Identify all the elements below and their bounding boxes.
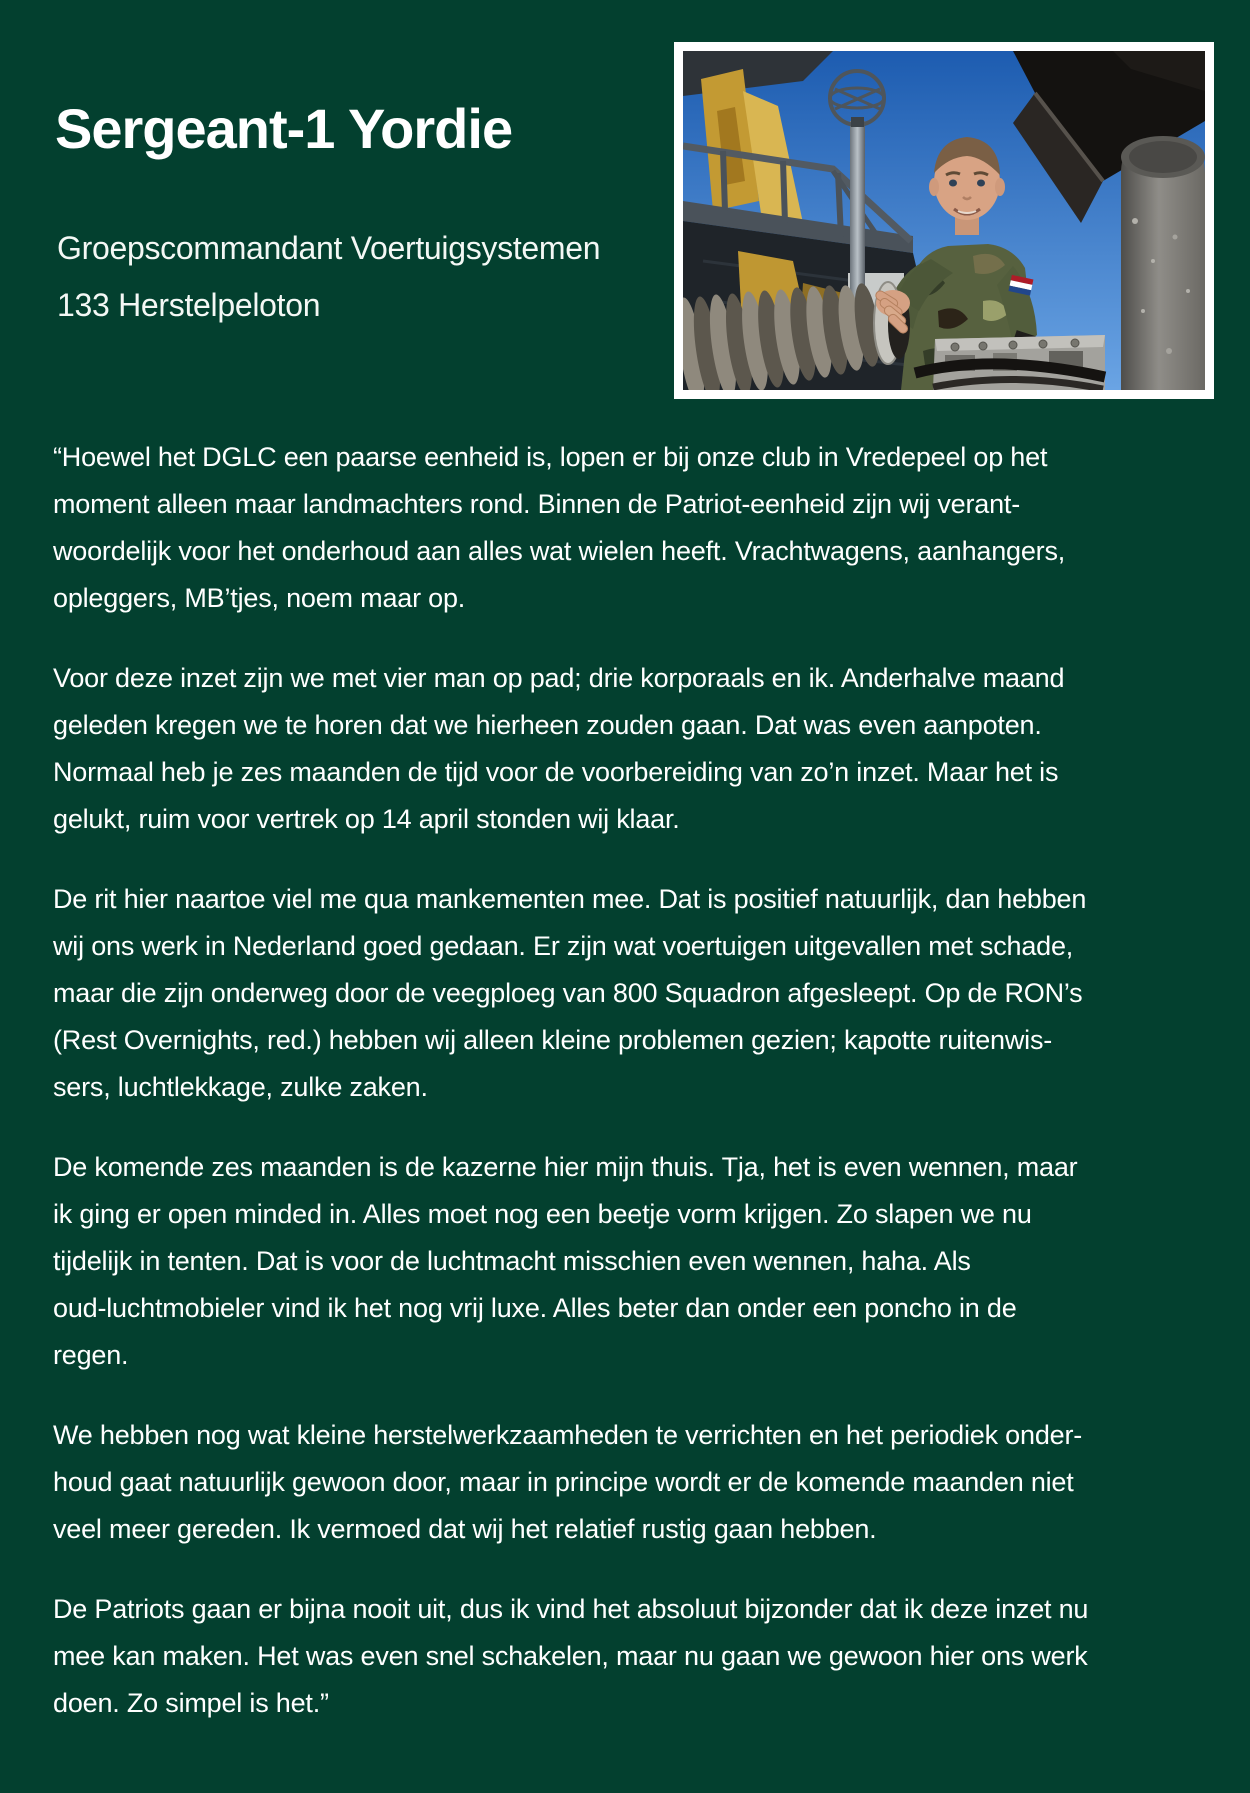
text-line: woordelijk voor het onderhoud aan alles wat wielen heeft. Vrachtwagens, aanhangers, (53, 536, 1066, 566)
text-line: We hebben nog wat kleine herstelwerkzaamheden te verrichten en het periodiek onder- (53, 1420, 1083, 1450)
paragraph (53, 655, 1215, 843)
text-line: doen. Zo simpel is het.” (53, 1688, 329, 1718)
soldier-photo-frame (674, 42, 1214, 399)
text-line: ik ging er open minded in. Alles moet nog een beetje vorm krijgen. Zo slapen we nu (53, 1199, 1032, 1229)
text-line: wij ons werk in Nederland goed gedaan. Er zijn wat voertuigen uitgevallen met schade, (53, 931, 1074, 961)
text-line: De rit hier naartoe viel me qua mankementen mee. Dat is positief natuurlijk, dan hebben (53, 884, 1087, 914)
engine-block (915, 335, 1105, 390)
text-line: opleggers, MB’tjes, noem maar op. (53, 583, 466, 613)
paragraph (53, 434, 1215, 622)
text-line: houd gaat natuurlijk gewoon door, maar in principe wordt er de komende maanden niet (53, 1467, 1074, 1497)
text-line: oud-luchtmobieler vind ik het nog vrij luxe. Alles beter dan onder een poncho in de (53, 1293, 1017, 1323)
article-body (53, 434, 1215, 1760)
text-line: sers, luchtlekkage, zulke zaken. (53, 1072, 428, 1102)
text-line: veel meer gereden. Ik vermoed dat wij het relatief rustig gaan hebben. (53, 1514, 877, 1544)
metal-cylinder (1121, 136, 1205, 390)
text-line: De komende zes maanden is de kazerne hier mijn thuis. Tja, het is even wennen, maar (53, 1152, 1078, 1182)
subtitle-line-role: Groepscommandant Voertuigsystemen (57, 230, 601, 266)
paragraph (53, 1586, 1215, 1727)
text-line: De Patriots gaan er bijna nooit uit, dus ik vind het absoluut bijzonder dat ik deze inzet nu (53, 1594, 1089, 1624)
text-line: tijdelijk in tenten. Dat is voor de luchtmacht misschien even wennen, haha. Als (53, 1246, 971, 1276)
text-line: maar die zijn onderweg door de veegploeg van 800 Squadron afgesleept. Op de RON’s (53, 978, 1083, 1008)
text-line: gelukt, ruim voor vertrek op 14 april stonden wij klaar. (53, 804, 680, 834)
text-line: mee kan maken. Het was even snel schakelen, maar nu gaan we gewoon hier ons werk (53, 1641, 1088, 1671)
text-line: moment alleen maar landmachters rond. Binnen de Patriot-eenheid zijn wij verant- (53, 489, 1021, 519)
text-line: Voor deze inzet zijn we met vier man op pad; drie korporaals en ik. Anderhalve maand (53, 663, 1065, 693)
paragraph (53, 1412, 1215, 1553)
paragraph (53, 1144, 1215, 1379)
subtitle-line-unit: 133 Herstelpeloton (57, 287, 321, 323)
role-subtitle (57, 220, 600, 334)
text-line: geleden kregen we te horen dat we hierheen zouden gaan. Dat was even aanpoten. (53, 710, 1042, 740)
text-line: “Hoewel het DGLC een paarse eenheid is, lopen er bij onze club in Vredepeel op het (53, 442, 1048, 472)
text-line: (Rest Overnights, red.) hebben wij alleen kleine problemen gezien; kapotte ruitenwis- (53, 1025, 1053, 1055)
text-line: regen. (53, 1340, 129, 1370)
paragraph (53, 876, 1215, 1111)
soldier-photo (683, 51, 1205, 390)
page-title: Sergeant-1 Yordie (55, 97, 513, 160)
text-line: Normaal heb je zes maanden de tijd voor de voorbereiding van zo’n inzet. Maar het is (53, 757, 1059, 787)
